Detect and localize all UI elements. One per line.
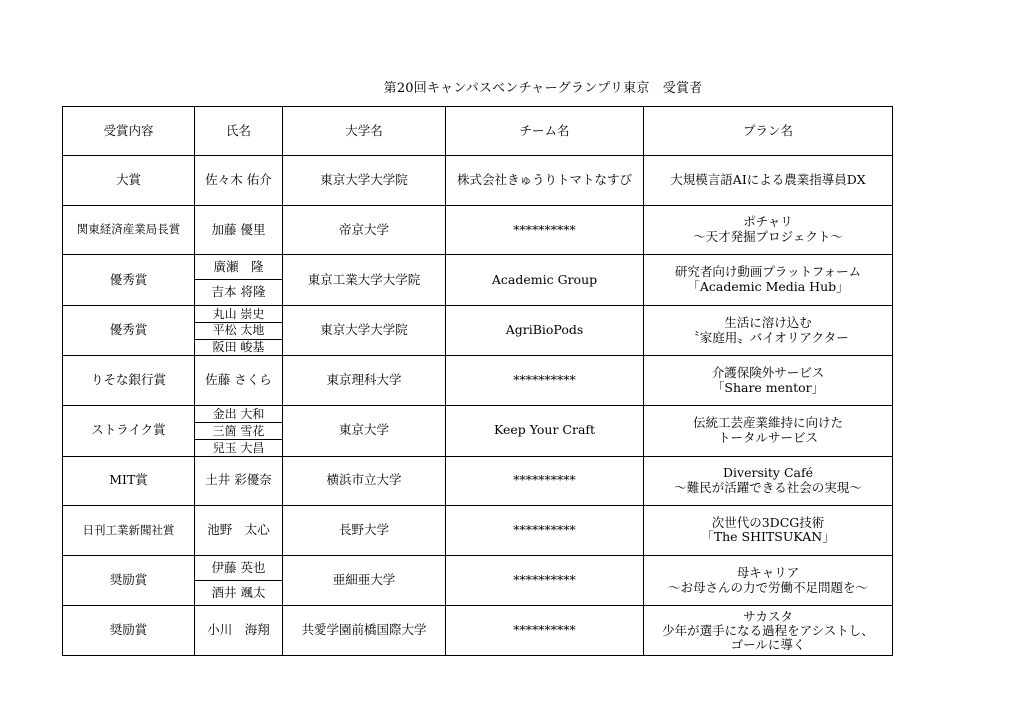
plan-line: 伝統工芸産業維持に向けた	[692, 415, 843, 431]
member-name: 丸山 崇史	[212, 306, 265, 321]
header-team: チーム名	[446, 107, 644, 156]
plan-line: 研究者向け動画プラットフォーム	[674, 264, 862, 280]
plan-line: 〝家庭用〟バイオリアクター	[687, 329, 849, 345]
page-title: 第20回キャンパスベンチャーグランプリ東京 受賞者	[383, 81, 703, 96]
plan-line: Diversity Café	[723, 465, 813, 481]
table-row	[63, 555, 893, 606]
name-cell: 佐藤 さくら	[195, 356, 283, 406]
member-name: 廣瀬 隆	[213, 258, 264, 274]
award-cell: 優秀賞	[63, 305, 195, 356]
plan-line: 「The SHITSUKAN」	[701, 529, 835, 545]
name-cell: 佐々木 佑介	[195, 156, 283, 206]
plan-cell	[644, 205, 893, 255]
table-row	[63, 156, 893, 206]
table-row	[63, 255, 893, 306]
table-row	[63, 506, 893, 556]
name-cell: 土井 彩優奈	[195, 456, 283, 506]
table-row	[63, 305, 893, 356]
plan-line: 次世代の3DCG技術	[711, 514, 825, 530]
name-cell	[195, 405, 283, 456]
award-cell: 関東経済産業局長賞	[63, 205, 195, 255]
awards-table	[62, 106, 893, 656]
member-name: 兒玉 大昌	[195, 439, 282, 456]
university-cell: 東京理科大学	[283, 356, 446, 406]
plan-line: 介護保険外サービス	[711, 364, 825, 380]
plan-cell	[644, 506, 893, 556]
plan-cell	[644, 555, 893, 606]
name-cell: 加藤 優里	[195, 205, 283, 255]
plan-line: ～難民が活躍できる社会の実現～	[674, 479, 862, 495]
university-cell: 帝京大学	[283, 205, 446, 255]
team-cell: **********	[446, 555, 644, 606]
team-cell: **********	[446, 606, 644, 656]
team-cell: Academic Group	[446, 255, 644, 306]
plan-line: ～お母さんの力で労働不足問題を～	[667, 579, 868, 595]
member-name: 酒井 颯太	[195, 580, 282, 605]
plan-line: 母キャリア	[736, 564, 800, 580]
university-cell: 東京大学	[283, 405, 446, 456]
university-cell: 東京大学大学院	[283, 305, 446, 356]
plan-line: ポチャリ	[743, 214, 793, 230]
award-cell: 日刊工業新聞社賞	[63, 506, 195, 556]
name-cell	[195, 305, 283, 356]
plan-line: サカスタ	[743, 609, 793, 625]
plan-cell	[644, 255, 893, 306]
header-plan: プラン名	[644, 107, 893, 156]
table-row	[63, 405, 893, 456]
plan-cell	[644, 356, 893, 406]
team-cell: **********	[446, 356, 644, 406]
name-cell	[195, 255, 283, 306]
plan-cell	[644, 606, 893, 656]
member-name: 平松 太地	[195, 322, 282, 339]
table-row	[63, 356, 893, 406]
university-cell: 共愛学園前橋国際大学	[283, 606, 446, 656]
table-header-row	[63, 107, 893, 156]
award-cell: りそな銀行賞	[63, 356, 195, 406]
plan-line: ゴールに導く	[730, 636, 806, 652]
member-name: 吉本 将隆	[195, 279, 282, 304]
award-cell: 優秀賞	[63, 255, 195, 306]
award-cell: 奨励賞	[63, 606, 195, 656]
award-cell: MIT賞	[63, 456, 195, 506]
plan-line: 「Share mentor」	[711, 379, 825, 395]
university-cell: 横浜市立大学	[283, 456, 446, 506]
header-name: 氏名	[195, 107, 283, 156]
team-cell: **********	[446, 456, 644, 506]
plan-cell	[644, 456, 893, 506]
plan-line: 大規模言語AIによる農業指導員DX	[670, 171, 866, 187]
table-row	[63, 205, 893, 255]
plan-line: 生活に溶け込む	[724, 314, 812, 330]
name-cell: 小川 海翔	[195, 606, 283, 656]
table-row	[63, 456, 893, 506]
team-cell: AgriBioPods	[446, 305, 644, 356]
header-award: 受賞内容	[63, 107, 195, 156]
plan-line: ～天才発掘プロジェクト～	[693, 228, 843, 244]
name-cell: 池野 太心	[195, 506, 283, 556]
member-name: 伊藤 英也	[211, 559, 266, 575]
plan-cell	[644, 305, 893, 356]
team-cell: **********	[446, 205, 644, 255]
member-name: 三箇 雪花	[195, 422, 282, 439]
member-name: 金出 大和	[212, 406, 265, 421]
university-cell: 東京大学大学院	[283, 156, 446, 206]
table-row	[63, 606, 893, 656]
team-cell: Keep Your Craft	[446, 405, 644, 456]
plan-cell	[644, 156, 893, 206]
header-university: 大学名	[283, 107, 446, 156]
plan-line: トータルサービス	[717, 429, 818, 445]
university-cell: 東京工業大学大学院	[283, 255, 446, 306]
member-name: 阪田 峻基	[195, 339, 282, 356]
university-cell: 長野大学	[283, 506, 446, 556]
award-cell: 大賞	[63, 156, 195, 206]
plan-cell	[644, 405, 893, 456]
plan-line: 少年が選手になる過程をアシストし、	[662, 622, 874, 638]
award-cell: ストライク賞	[63, 405, 195, 456]
university-cell: 亜細亜大学	[283, 555, 446, 606]
award-cell: 奨励賞	[63, 555, 195, 606]
name-cell	[195, 555, 283, 606]
plan-line: 「Academic Media Hub」	[687, 278, 849, 294]
team-cell: **********	[446, 506, 644, 556]
team-cell: 株式会社きゅうりトマトなすび	[446, 156, 644, 206]
